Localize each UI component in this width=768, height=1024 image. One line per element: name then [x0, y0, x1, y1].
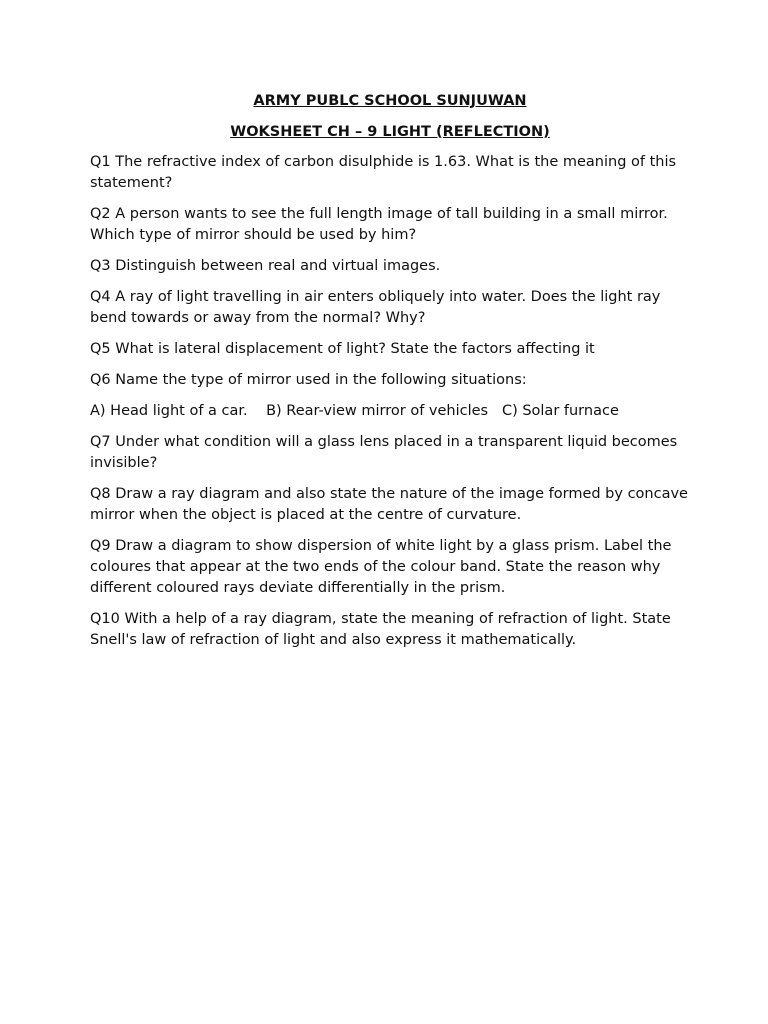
- question-8: Q8 Draw a ray diagram and also state the nature of the image formed by concave mirror when the object is placed at the centre of curvature.: [90, 486, 688, 523]
- question-9: Q9 Draw a diagram to show dispersion of white light by a glass prism. Label the coloures that appear at the two ends of the colour band. State the reason why different coloured rays deviate differentially in the prism.: [90, 538, 672, 596]
- worksheet-page: [90, 91, 690, 661]
- worksheet-title: WOKSHEET CH – 9 LIGHT (REFLECTION): [230, 124, 550, 140]
- question-10: Q10 With a help of a ray diagram, state the meaning of refraction of light. State Snell's law of refraction of light and also express it mathematically.: [90, 611, 671, 648]
- question-2: Q2 A person wants to see the full length image of tall building in a small mirror. Which type of mirror should be used by him?: [90, 206, 668, 243]
- question-6: Q6 Name the type of mirror used in the following situations:: [90, 372, 527, 388]
- question-5: Q5 What is lateral displacement of light? State the factors affecting it: [90, 341, 595, 357]
- question-7: Q7 Under what condition will a glass lens placed in a transparent liquid becomes invisible?: [90, 434, 678, 471]
- question-1: Q1 The refractive index of carbon disulphide is 1.63. What is the meaning of this statement?: [90, 154, 677, 191]
- school-title: ARMY PUBLC SCHOOL SUNJUWAN: [253, 93, 527, 109]
- question-4: Q4 A ray of light travelling in air enters obliquely into water. Does the light ray bend towards or away from the normal? Why?: [90, 289, 661, 326]
- question-6-options: A) Head light of a car. B) Rear-view mirror of vehicles C) Solar furnace: [90, 403, 619, 419]
- question-3: Q3 Distinguish between real and virtual images.: [90, 258, 441, 274]
